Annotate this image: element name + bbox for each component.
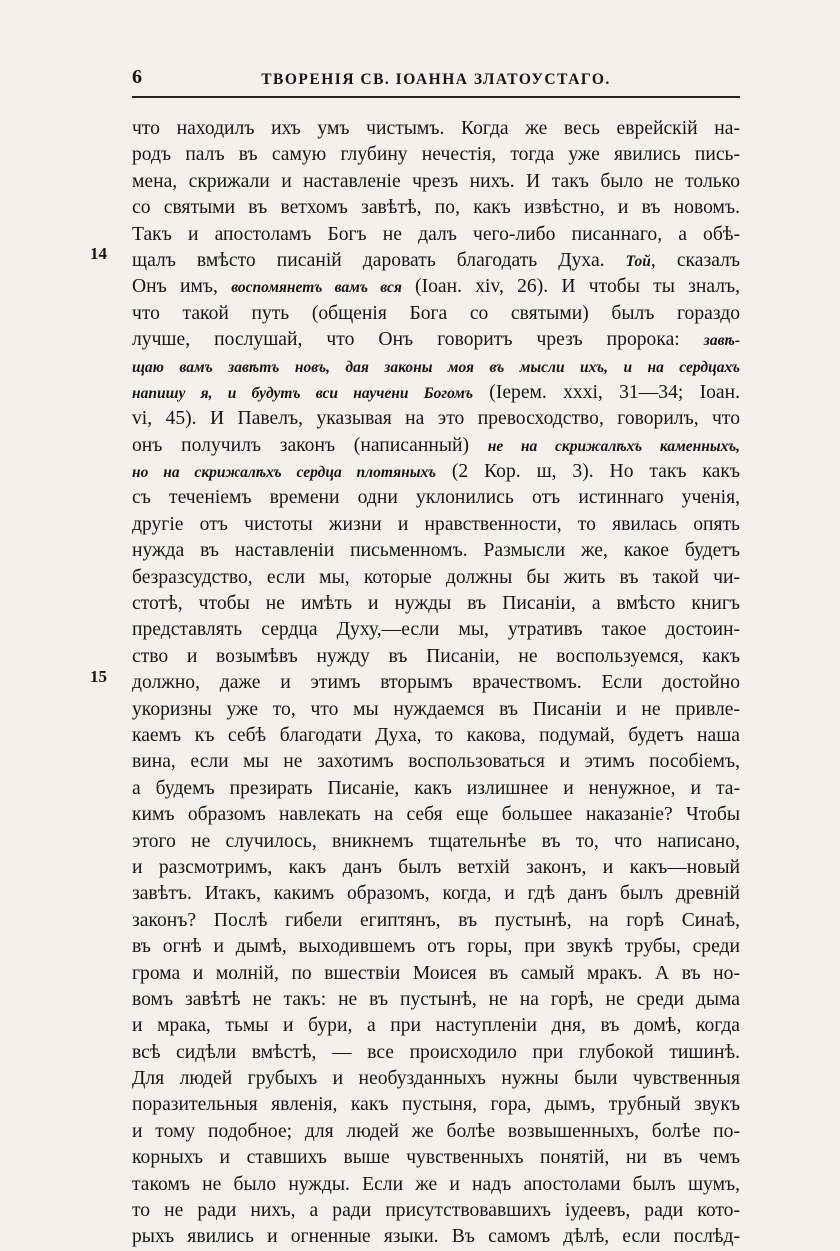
running-header [132,66,740,98]
text-line [132,222,740,248]
text-run: а будемъ презирать Писаніе, какъ излишнее и ненужное, и та- [132,777,740,799]
text-line [132,961,740,987]
text-line [132,1198,740,1224]
italic-quote: щаю вамъ завѣтъ новъ, дая законы моя въ мысли ихъ, и на сердцахъ [132,358,740,376]
text-run: съ теченіемъ времени одни уклонились отъ истиннаго ученія, [132,487,740,509]
text-line [132,354,740,380]
text-line [132,433,740,459]
text-run: всѣ сидѣли вмѣстѣ, — все происходило при глубокой тишинѣ. [132,1041,740,1063]
italic-quote: не на скрижалѣхъ каменныхъ, [487,437,740,455]
text-line [132,169,740,195]
text-run: Для людей грубыхъ и необузданныхъ нужны были чувственныя [132,1068,740,1090]
text-run: то не ради нихъ, а ради присутствовавшихъ іудеевъ, ради кото- [132,1200,740,1222]
text-run: другіе отъ чистоты жизни и нравственности, то явилась опять [132,513,740,535]
text-run: законъ? Послѣ гибели египтянъ, въ пустынѣ, на горѣ Синаѣ, [132,909,740,931]
text-line [132,670,740,696]
text-line [132,1145,740,1171]
text-run: поразительныя явленія, какъ пустыня, гора, дымъ, трубный звукъ [132,1094,740,1116]
text-line [132,1040,740,1066]
text-line [132,987,740,1013]
text-run: ство и возымѣвъ нужду въ Писаніи, не воспользуемся, какъ [132,645,740,667]
text-line [132,908,740,934]
body-text [132,116,740,1251]
page-number: 6 [132,66,142,88]
text-line [132,723,740,749]
italic-quote: Той [625,252,651,270]
text-run: и мрака, тьмы и бури, а при наступленіи дня, въ домѣ, когда [132,1015,740,1037]
text-run: лучше, послушай, что Онъ говоритъ чрезъ пророка: [132,329,704,351]
text-run: должно, даже и этимъ вторымъ врачествомъ. Если достойно [132,672,740,694]
text-line [132,697,740,723]
text-line [132,274,740,300]
text-line [132,1013,740,1039]
text-run: такомъ не было нужды. Если же и надъ апостолами былъ шумъ, [132,1173,740,1195]
text-run: со святыми въ ветхомъ завѣтѣ, по, какъ извѣстно, и въ новомъ. [132,197,740,219]
text-run: что находилъ ихъ умъ чистымъ. Когда же весь еврейскій на- [132,118,740,139]
text-line [132,459,740,485]
italic-quote: завѣ- [703,332,740,350]
text-run: корныхъ и ставшихъ выше чувственныхъ понятій, ни въ чемъ [132,1147,740,1169]
text-line [132,380,740,406]
text-run: vi, 45). И Павелъ, указывая на это превосходство, говорилъ, что [132,408,740,430]
text-run: онъ получилъ законъ (написанный) [132,434,488,456]
italic-quote: напишу я, и будутъ вси научени Богомъ [132,384,474,402]
text-line [132,248,740,274]
text-run: , сказалъ [650,249,740,271]
text-line [132,538,740,564]
text-line [132,855,740,881]
text-run: мена, скрижали и наставленіе чрезъ нихъ. И такъ было не только [132,170,740,192]
text-line [132,116,740,142]
running-title: ТВОРЕНІЯ СВ. ІОАННА ЗЛАТОУСТАГО. [261,71,611,88]
text-line [132,1172,740,1198]
text-line [132,1119,740,1145]
text-run: вомъ завѣтѣ не такъ: не въ пустынѣ, не на горѣ, не среди дыма [132,988,740,1010]
text-run: щалъ вмѣсто писаній даровать благодать Духа. [132,249,626,271]
text-run: представлять сердца Духу,—если мы, утративъ такое достоин- [132,619,740,641]
text-run: кимъ образомъ навлекать на себя еще большее наказаніе? Чтобы [132,804,740,826]
text-line [132,776,740,802]
text-run: завѣтъ. Итакъ, какимъ образомъ, когда, и гдѣ данъ былъ древній [132,883,740,905]
text-line [132,644,740,670]
text-line [132,1092,740,1118]
italic-quote: но на скрижалѣхъ сердца плотяныхъ [132,464,436,482]
text-line [132,802,740,828]
margin-note-15: 15 [90,667,107,686]
text-run: укоризны уже то, что мы нуждаемся въ Писаніи и не привле- [132,698,740,720]
text-line [132,1224,740,1250]
text-line [132,142,740,168]
text-run: Такъ и апостоламъ Богъ не далъ чего-либо писаннаго, а обѣ- [132,223,740,245]
text-run: что такой путь (общенія Бога со святыми) былъ гораздо [132,302,740,324]
text-line [132,1066,740,1092]
text-run: и тому подобное; для людей же болѣе возвышенныхъ, болѣе по- [132,1120,740,1142]
text-run: безразсудство, если мы, которые должны бы жить въ такой чи- [132,566,740,588]
text-line [132,617,740,643]
text-line [132,934,740,960]
text-run: этого не случилось, вникнемъ тщательнѣе въ то, что написано, [132,830,740,852]
text-run: вина, если мы не захотимъ воспользоваться и этимъ пособіемъ, [132,751,740,773]
text-line [132,591,740,617]
italic-quote: воспомянетъ вамъ вся [231,279,402,297]
text-run: нужда въ наставленіи письменномъ. Размысли же, какое будетъ [132,540,740,562]
text-line [132,881,740,907]
text-line [132,485,740,511]
text-run: (Іоан. xiv, 26). И чтобы ты зналъ, [401,276,740,298]
text-line [132,749,740,775]
margin-note-14: 14 [90,244,107,263]
text-line [132,301,740,327]
text-run: грома и молній, по вшествіи Моисея въ самый мракъ. А въ но- [132,962,740,984]
text-line [132,512,740,538]
text-line [132,406,740,432]
text-run: (2 Кор. ш, 3). Но такъ какъ [436,461,740,483]
text-run: и разсмотримъ, какъ данъ былъ ветхій законъ, и какъ—новый [132,856,740,878]
text-run: въ огнѣ и дымѣ, выходившемъ отъ горы, при звукѣ трубы, среди [132,936,740,958]
text-run: (Iерем. xxxi, 31—34; Іоан. [473,381,740,403]
text-line [132,565,740,591]
text-line [132,829,740,855]
text-run: рыхъ явились и огненные языки. Въ самомъ дѣлѣ, если послѣд- [132,1226,740,1248]
text-line [132,195,740,221]
text-line [132,327,740,353]
text-run: родъ палъ въ самую глубину нечестія, тогда уже явились пись- [132,144,740,166]
text-run: Онъ имъ, [132,276,232,298]
text-run: каемъ къ себѣ благодати Духа, то какова, подумай, будетъ наша [132,724,740,746]
text-run: стотѣ, чтобы не имѣть и нужды въ Писаніи, а вмѣсто книгъ [132,593,740,615]
